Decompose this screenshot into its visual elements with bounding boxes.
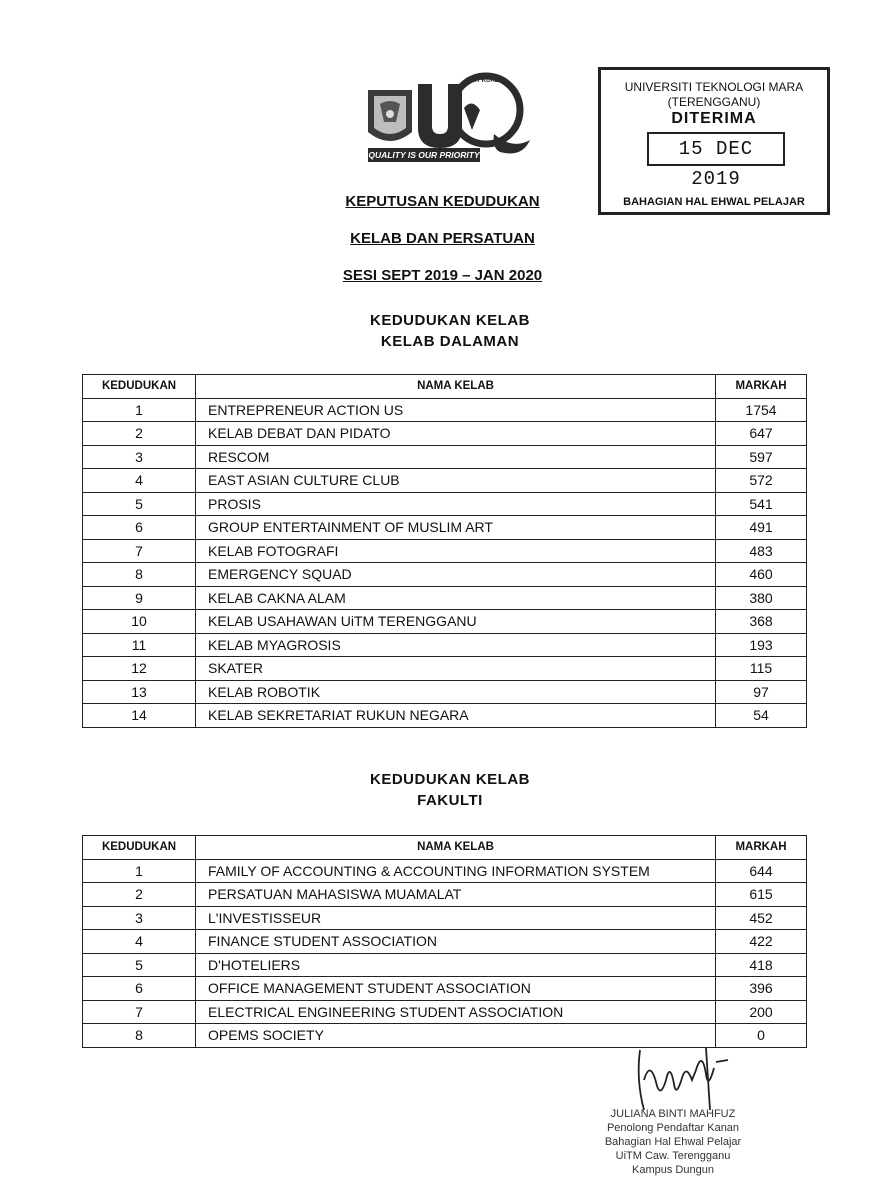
stamp-status: DITERIMA — [671, 110, 757, 127]
score-cell: 460 — [716, 563, 807, 587]
table-row — [83, 633, 807, 657]
club-name-cell: KELAB FOTOGRAFI — [196, 539, 716, 563]
club-name-cell: SKATER — [196, 657, 716, 681]
score-cell: 452 — [716, 906, 807, 930]
rank-cell: 4 — [83, 469, 196, 493]
uitm-crest-icon — [368, 90, 412, 141]
stamp-university: UNIVERSITI TEKNOLOGI MARA — [624, 80, 804, 94]
table-row — [83, 680, 807, 704]
club-name-cell: RESCOM — [196, 445, 716, 469]
signatory-name: JULIANA BINTI MAHFUZ — [610, 1108, 736, 1120]
club-name-cell: FINANCE STUDENT ASSOCIATION — [196, 930, 716, 954]
club-name-cell: OFFICE MANAGEMENT STUDENT ASSOCIATION — [196, 977, 716, 1001]
column-header-nama-kelab: NAMA KELAB — [196, 375, 716, 399]
stamp-campus: (TERENGGANU) — [667, 95, 761, 109]
rank-cell: 12 — [83, 657, 196, 681]
club-name-cell: KELAB ROBOTIK — [196, 680, 716, 704]
club-name-cell: KELAB USAHAWAN UiTM TERENGGANU — [196, 610, 716, 634]
rank-cell: 5 — [83, 492, 196, 516]
table-row — [83, 469, 807, 493]
table-row — [83, 422, 807, 446]
signatory-department: Bahagian Hal Ehwal Pelajar — [604, 1136, 742, 1148]
kelab-dalaman-table — [82, 374, 807, 728]
column-header-markah: MARKAH — [716, 375, 807, 399]
score-cell: 54 — [716, 704, 807, 728]
score-cell: 483 — [716, 539, 807, 563]
club-name-cell: EAST ASIAN CULTURE CLUB — [196, 469, 716, 493]
table-row — [83, 657, 807, 681]
rank-cell: 2 — [83, 883, 196, 907]
section1-subheading: KELAB DALAMAN — [380, 333, 520, 350]
club-name-cell: GROUP ENTERTAINMENT OF MUSLIM ART — [196, 516, 716, 540]
club-name-cell: KELAB DEBAT DAN PIDATO — [196, 422, 716, 446]
table-row — [83, 516, 807, 540]
table-header-row — [83, 836, 807, 860]
score-cell: 0 — [716, 1024, 807, 1048]
stamp-department: BAHAGIAN HAL EHWAL PELAJAR — [623, 196, 805, 208]
table-row — [83, 563, 807, 587]
score-cell: 97 — [716, 680, 807, 704]
rank-cell: 2 — [83, 422, 196, 446]
score-cell: 1754 — [716, 398, 807, 422]
score-cell: 396 — [716, 977, 807, 1001]
document-title-3: SESI SEPT 2019 – JAN 2020 — [342, 267, 543, 284]
table-row — [83, 492, 807, 516]
table-row — [83, 398, 807, 422]
club-name-cell: ELECTRICAL ENGINEERING STUDENT ASSOCIATION — [196, 1000, 716, 1024]
section2-subheading: FAKULTI — [417, 792, 483, 809]
score-cell: 597 — [716, 445, 807, 469]
rank-cell: 8 — [83, 1024, 196, 1048]
document-title-2: KELAB DAN PERSATUAN — [350, 230, 535, 247]
signatory-campus: UiTM Caw. Terengganu — [615, 1150, 731, 1162]
table-row — [83, 859, 807, 883]
rank-cell: 3 — [83, 906, 196, 930]
document-title-1: KEPUTUSAN KEDUDUKAN — [345, 193, 540, 210]
rank-cell: 1 — [83, 398, 196, 422]
table-row — [83, 883, 807, 907]
column-header-kedudukan: KEDUDUKAN — [83, 836, 196, 860]
club-name-cell: EMERGENCY SQUAD — [196, 563, 716, 587]
rank-cell: 1 — [83, 859, 196, 883]
rank-cell: 3 — [83, 445, 196, 469]
rank-cell: 7 — [83, 1000, 196, 1024]
svg-text:UNIT KUALITI: UNIT KUALITI — [466, 78, 506, 84]
rank-cell: 8 — [83, 563, 196, 587]
score-cell: 200 — [716, 1000, 807, 1024]
table-row — [83, 445, 807, 469]
stamp-date: 15 DEC 2019 — [647, 132, 785, 166]
table-row — [83, 930, 807, 954]
club-name-cell: KELAB SEKRETARIAT RUKUN NEGARA — [196, 704, 716, 728]
logo-caption: QUALITY IS OUR PRIORITY — [368, 150, 480, 160]
score-cell: 115 — [716, 657, 807, 681]
table-header-row — [83, 375, 807, 399]
rank-cell: 14 — [83, 704, 196, 728]
table-row — [83, 1000, 807, 1024]
table-row — [83, 977, 807, 1001]
rank-cell: 6 — [83, 516, 196, 540]
rank-cell: 13 — [83, 680, 196, 704]
signatory-block — [578, 1107, 768, 1177]
club-name-cell: KELAB MYAGROSIS — [196, 633, 716, 657]
score-cell: 193 — [716, 633, 807, 657]
club-name-cell: FAMILY OF ACCOUNTING & ACCOUNTING INFORMATION SYSTEM — [196, 859, 716, 883]
rank-cell: 10 — [83, 610, 196, 634]
rank-cell: 9 — [83, 586, 196, 610]
club-name-cell: L'INVESTISSEUR — [196, 906, 716, 930]
score-cell: 572 — [716, 469, 807, 493]
club-name-cell: KELAB CAKNA ALAM — [196, 586, 716, 610]
table-row — [83, 953, 807, 977]
score-cell: 380 — [716, 586, 807, 610]
club-name-cell: PERSATUAN MAHASISWA MUAMALAT — [196, 883, 716, 907]
club-name-cell: D'HOTELIERS — [196, 953, 716, 977]
signatory-location: Kampus Dungun — [632, 1164, 714, 1176]
column-header-kedudukan: KEDUDUKAN — [83, 375, 196, 399]
rank-cell: 6 — [83, 977, 196, 1001]
table-row — [83, 586, 807, 610]
score-cell: 644 — [716, 859, 807, 883]
score-cell: 368 — [716, 610, 807, 634]
score-cell: 422 — [716, 930, 807, 954]
rank-cell: 11 — [83, 633, 196, 657]
column-header-markah: MARKAH — [716, 836, 807, 860]
club-name-cell: OPEMS SOCIETY — [196, 1024, 716, 1048]
table-row — [83, 610, 807, 634]
table-row — [83, 906, 807, 930]
table-row — [83, 539, 807, 563]
score-cell: 418 — [716, 953, 807, 977]
club-name-cell: PROSIS — [196, 492, 716, 516]
signatory-title: Penolong Pendaftar Kanan — [606, 1122, 740, 1134]
rank-cell: 7 — [83, 539, 196, 563]
club-name-cell: ENTREPRENEUR ACTION US — [196, 398, 716, 422]
kelab-fakulti-table — [82, 835, 807, 1048]
column-header-nama-kelab: NAMA KELAB — [196, 836, 716, 860]
rank-cell: 5 — [83, 953, 196, 977]
table-row — [83, 704, 807, 728]
score-cell: 647 — [716, 422, 807, 446]
section2-heading: KEDUDUKAN KELAB — [370, 771, 530, 788]
rank-cell: 4 — [83, 930, 196, 954]
score-cell: 541 — [716, 492, 807, 516]
score-cell: 615 — [716, 883, 807, 907]
score-cell: 491 — [716, 516, 807, 540]
section1-heading: KEDUDUKAN KELAB — [370, 312, 530, 329]
